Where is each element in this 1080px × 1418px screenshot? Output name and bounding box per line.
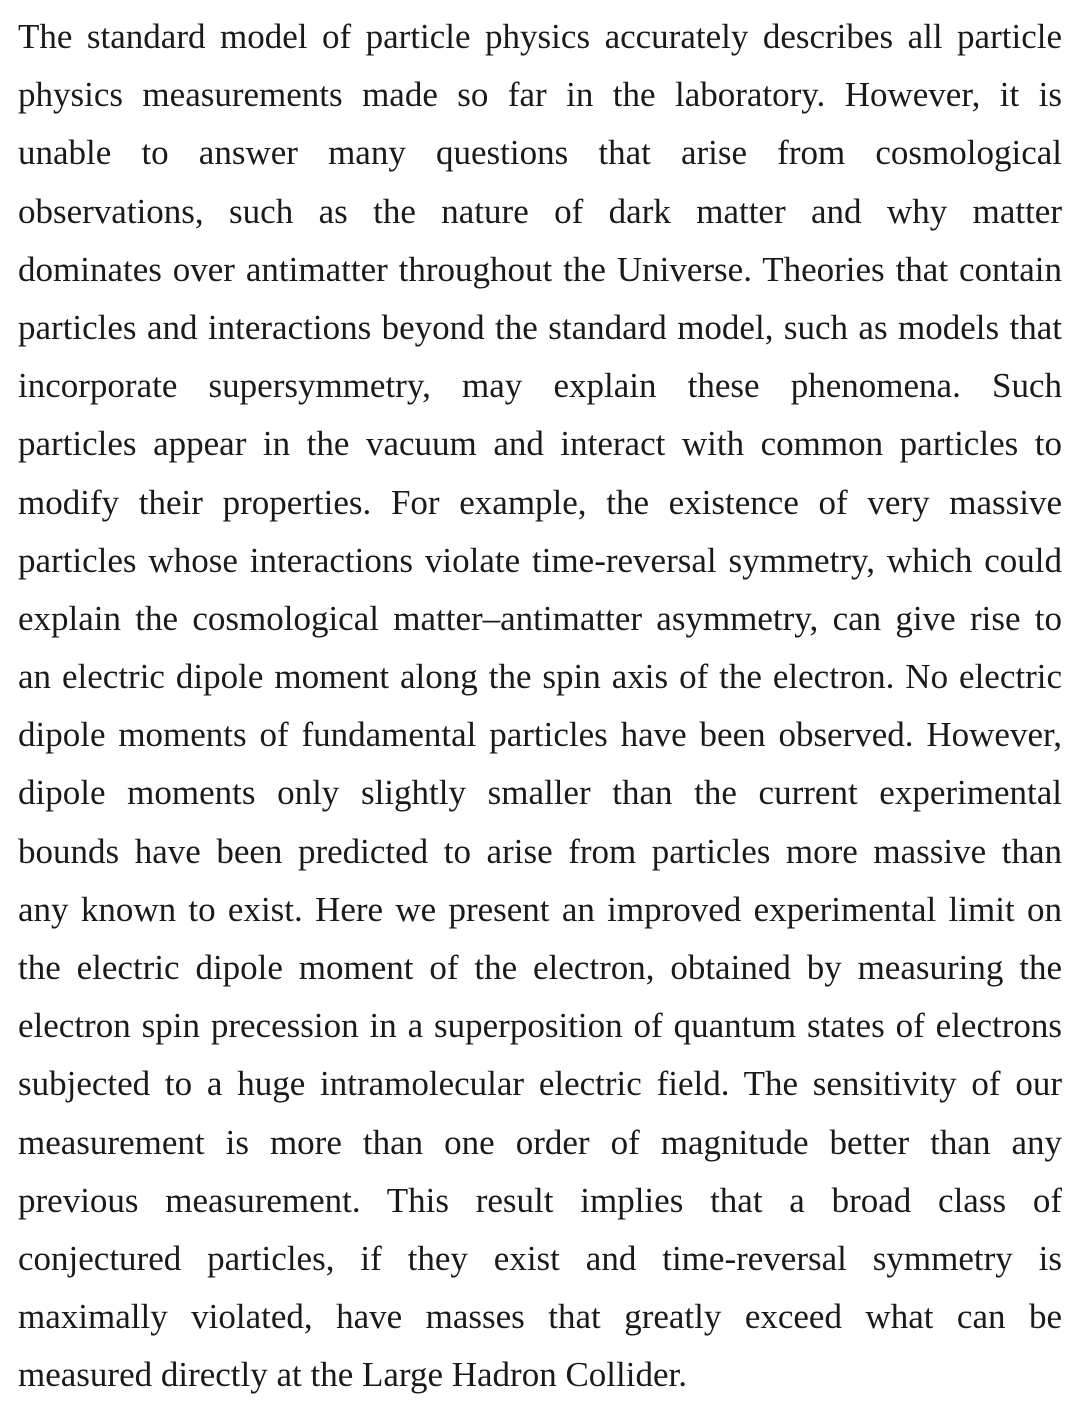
text-line: particles whose interactions violate time-reversal symmetry, which could <box>18 540 1062 580</box>
text-line: subjected to a huge intramolecular electric field. The sensitivity of our <box>18 1064 1062 1104</box>
text-line: previous measurement. This result implies that a broad class of <box>18 1180 1062 1220</box>
abstract-paragraph <box>18 8 1062 1405</box>
text-line: conjectured particles, if they exist and time-reversal symmetry is <box>18 1238 1062 1278</box>
text-line: measurement is more than one order of magnitude better than any <box>18 1122 1062 1162</box>
text-line: any known to exist. Here we present an improved experimental limit on <box>18 889 1062 929</box>
text-line: measured directly at the Large Hadron Collider. <box>18 1355 687 1395</box>
text-line: physics measurements made so far in the laboratory. However, it is <box>18 75 1062 115</box>
text-line: dominates over antimatter throughout the Universe. Theories that contain <box>18 249 1062 289</box>
text-line: unable to answer many questions that arise from cosmological <box>18 133 1062 173</box>
text-line: incorporate supersymmetry, may explain these phenomena. Such <box>18 366 1062 406</box>
text-line: particles and interactions beyond the standard model, such as models that <box>18 307 1062 347</box>
text-line: electron spin precession in a superposition of quantum states of electrons <box>18 1006 1062 1046</box>
text-line: modify their properties. For example, the existence of very massive <box>18 482 1062 522</box>
text-line: observations, such as the nature of dark matter and why matter <box>18 191 1062 231</box>
text-line: an electric dipole moment along the spin axis of the electron. No electric <box>18 657 1062 697</box>
text-line: the electric dipole moment of the electron, obtained by measuring the <box>18 948 1062 987</box>
text-line: dipole moments of fundamental particles have been observed. However, <box>18 715 1062 755</box>
text-line: bounds have been predicted to arise from particles more massive than <box>18 831 1062 871</box>
text-line: maximally violated, have masses that greatly exceed what can be <box>18 1297 1062 1337</box>
text-line: The standard model of particle physics accurately describes all particle <box>18 17 1062 56</box>
text-line: explain the cosmological matter–antimatter asymmetry, can give rise to <box>18 598 1062 638</box>
text-line: particles appear in the vacuum and interact with common particles to <box>18 424 1062 464</box>
text-line: dipole moments only slightly smaller than the current experimental <box>18 773 1062 813</box>
